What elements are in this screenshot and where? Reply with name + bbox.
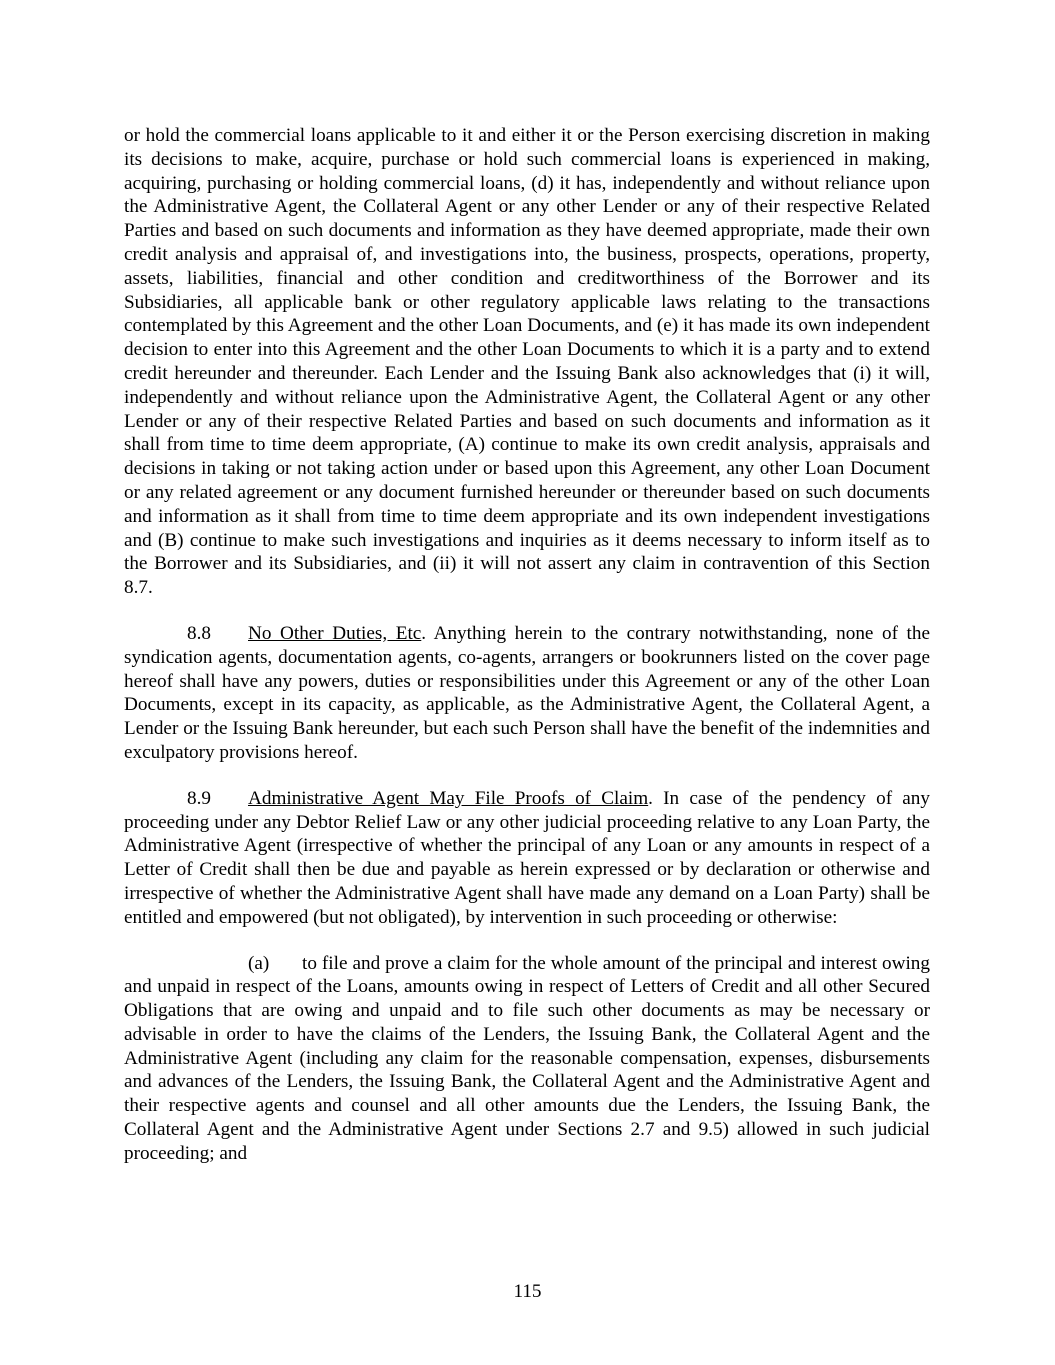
clause-a-paragraph: [124, 952, 930, 1166]
section-8-8-heading-end: .: [421, 622, 427, 644]
continuation-paragraph: [124, 124, 930, 600]
section-8-8-body: Anything herein to the contrary notwithstanding, none of the syndication agents, documentation agents, co-agents, arrangers or bookrunners listed on the cover page hereof shall have any powers, duties or responsibilities under this Agreement or any of the other Loan Documents, except in its capacity, as applicable, as the Administrative Agent, the Collateral Agent, a Lender or the Issuing Bank hereunder, but each such Person shall have the benefit of the indemnities and exculpatory provisions hereof.: [124, 622, 930, 763]
section-8-9-heading: Administrative Agent May File Proofs of Claim: [248, 787, 649, 809]
section-8-8-heading: No Other Duties, Etc: [248, 622, 422, 644]
section-8-9-paragraph: [124, 787, 930, 930]
section-8-8-paragraph: [124, 622, 930, 765]
section-8-9-heading-end: .: [648, 787, 653, 809]
section-8-9-body: In case of the pendency of any proceeding under any Debtor Relief Law or any other judicial proceeding relative to any Loan Party, the Administrative Agent (irrespective of whether the principal of any Loan or any amounts in respect of a Letter of Credit shall then be due and payable as herein expressed or by declaration or otherwise and irrespective of whether the Administrative Agent shall have made any demand on a Loan Party) shall be entitled and empowered (but not obligated), by intervention in such proceeding or otherwise:: [124, 787, 930, 928]
section-8-8-number: 8.8: [187, 622, 211, 644]
document-page: [124, 124, 930, 1166]
section-8-9-number: 8.9: [187, 787, 211, 809]
clause-a-body: to file and prove a claim for the whole amount of the principal and interest owing and unpaid in respect of the Loans, amounts owing in respect of Letters of Credit and all other Secured Obligations that are owing and unpaid and to file such other documents as may be necessary or advisable in order to have the claims of the Lenders, the Issuing Bank, the Collateral Agent and the Administrative Agent (including any claim for the reasonable compensation, expenses, disbursements and advances of the Lenders, the Issuing Bank, the Collateral Agent and the Administrative Agent and their respective agents and counsel and all other amounts due the Lenders, the Issuing Bank, the Collateral Agent and the Administrative Agent under Sections 2.7 and 9.5) allowed in such judicial proceeding; and: [124, 952, 930, 1164]
clause-a-label: (a): [248, 952, 270, 974]
page-number: 115: [513, 1281, 542, 1302]
continuation-text: or hold the commercial loans applicable to it and either it or the Person exercising discretion in making its decisions to make, acquire, purchase or hold such commercial loans is experienced in making, acquiring, purchasing or holding commercial loans, (d) it has, independently and without reliance upon the Administrative Agent, the Collateral Agent or any other Lender or any of their respective Related Parties and based on such documents and information as they have deemed appropriate, made their own credit analysis and appraisal of, and investigations into, the business, prospects, operations, property, assets, liabilities, financial and other condition and creditworthiness of the Borrower and its Subsidiaries, all applicable bank or other regulatory applicable laws relating to the transactions contemplated by this Agreement and the other Loan Documents, and (e) it has made its own independent decision to enter into this Agreement and the other Loan Documents to which it is a party and to extend credit hereunder and thereunder. Each Lender and the Issuing Bank also acknowledges that (i) it will, independently and without reliance upon the Administrative Agent, the Collateral Agent or any other Lender or any of their respective Related Parties and based on such documents and information as it shall from time to time deem appropriate, (A) continue to make its own credit analysis, appraisals and decisions in taking or not taking action under or based upon this Agreement, any other Loan Document or any related agreement or any document furnished hereunder or thereunder based on such documents and information as it shall from time to time deem appropriate and its own independent investigations and (B) continue to make such investigations and inquiries as it deems necessary to inform itself as to the Borrower and its Subsidiaries, and (ii) it will not assert any claim in contravention of this Section 8.7.: [124, 125, 930, 599]
